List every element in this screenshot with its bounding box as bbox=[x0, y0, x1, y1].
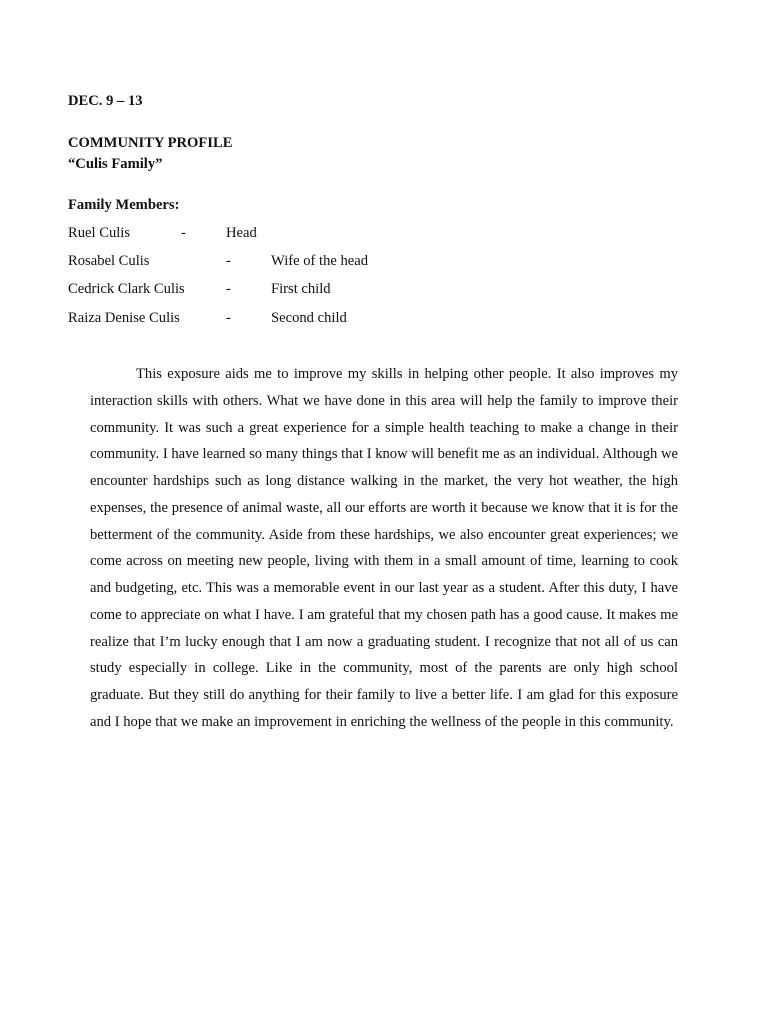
member-name: Raiza Denise Culis bbox=[68, 310, 180, 326]
member-role: Head bbox=[226, 225, 257, 241]
date-heading: DEC. 9 – 13 bbox=[68, 93, 143, 109]
family-name-subtitle: “Culis Family” bbox=[68, 156, 163, 172]
member-role: Wife of the head bbox=[271, 253, 369, 269]
member-name: Cedrick Clark Culis bbox=[68, 281, 185, 297]
member-name: Rosabel Culis bbox=[68, 253, 150, 269]
member-dash: - bbox=[226, 253, 231, 269]
member-role: First child bbox=[271, 281, 331, 297]
family-members-heading: Family Members: bbox=[68, 197, 180, 213]
member-dash: - bbox=[181, 225, 186, 241]
page-title: COMMUNITY PROFILE bbox=[68, 135, 233, 151]
member-dash: - bbox=[226, 310, 231, 326]
reflection-paragraph: This exposure aids me to improve my skills in helping other people. It also improves my interaction skills with others. What we have done in this area will help the family to improve their community. It was such a great experience for a simple health teaching to make a change in their community. I have learned so many things that I know will benefit me as an individual. Although we encounter hardships such as long distance walking in the market, the very hot weather, the high expenses, the presence of animal waste, all our efforts are worth it because we know that it is for the betterment of the community. Aside from these hardships, we also encounter great experiences; we come across on meeting new people, living with them in a small amount of time, learning to cook and budgeting, etc. This was a memorable event in our last year as a student. After this duty, I have come to appreciate on what I have. I am grateful that my chosen path has a good cause. It makes me realize that I’m lucky enough that I am now a graduating student. I recognize that not all of us can study especially in college. Like in the community, most of the parents are only high school graduate. But they still do anything for their family to live a better life. I am glad for this exposure and I hope that we make an improvement in enriching the wellness of the people in this community. bbox=[90, 366, 678, 730]
member-role: Second child bbox=[271, 310, 347, 326]
member-dash: - bbox=[226, 281, 231, 297]
member-name: Ruel Culis bbox=[68, 225, 131, 241]
